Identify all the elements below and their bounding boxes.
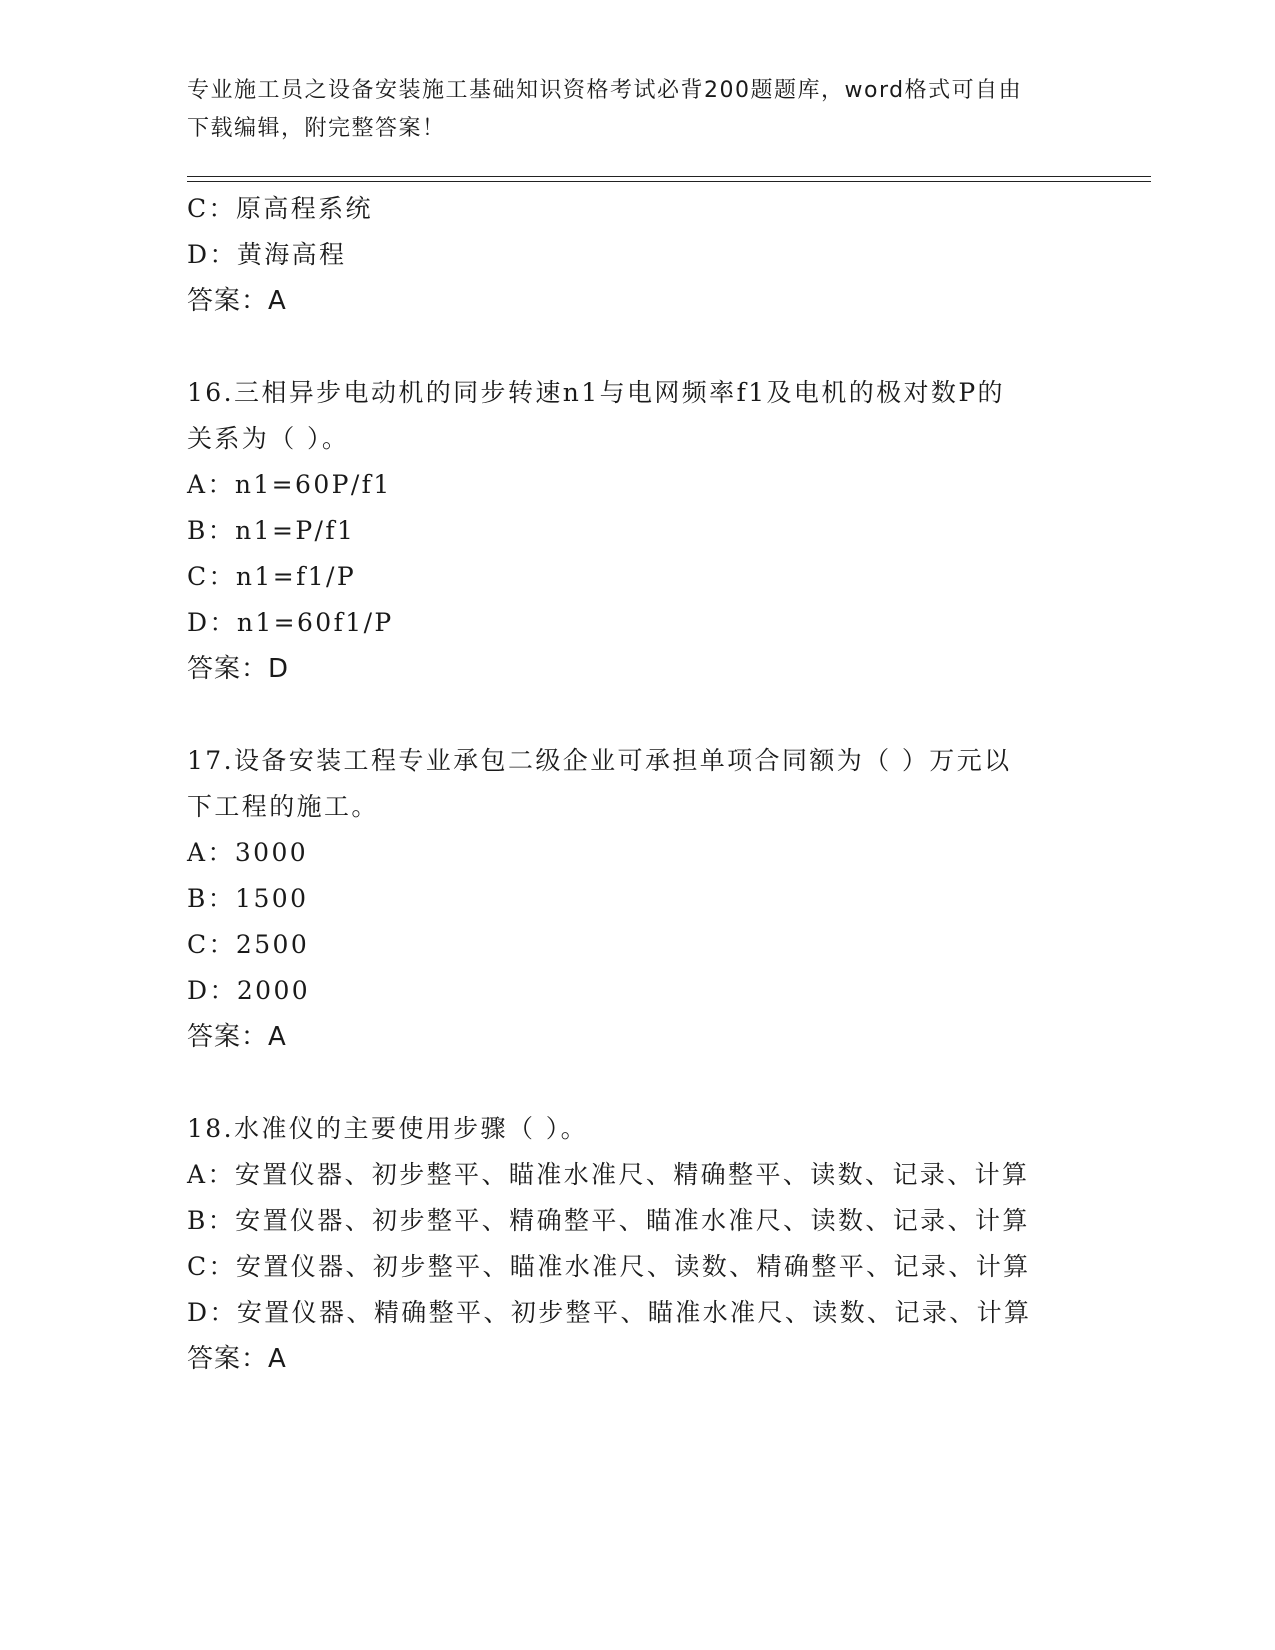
option-a: A：n1=60P/f1 bbox=[187, 470, 392, 499]
header-divider-top bbox=[187, 176, 1151, 177]
question-stem: 18.水准仪的主要使用步骤（ ）。 bbox=[187, 1114, 589, 1143]
answer-line: 答案：A bbox=[187, 1022, 287, 1052]
option-b: B：n1=P/f1 bbox=[187, 516, 356, 545]
document-header bbox=[187, 72, 1067, 148]
header-divider-bottom bbox=[187, 181, 1151, 182]
option-c: C：安置仪器、初步整平、瞄准水准尺、读数、精确整平、记录、计算 bbox=[187, 1252, 1031, 1281]
question-18 bbox=[187, 1106, 1087, 1382]
option-b: B：安置仪器、初步整平、精确整平、瞄准水准尺、读数、记录、计算 bbox=[187, 1206, 1030, 1235]
question-16 bbox=[187, 370, 1087, 692]
question-stem: 16.三相异步电动机的同步转速n1与电网频率f1及电机的极对数P的 bbox=[187, 378, 1005, 407]
header-title-line-1: 专业施工员之设备安装施工基础知识资格考试必背200题题库，word格式可自由 bbox=[187, 78, 1023, 103]
answer-line: 答案：A bbox=[187, 286, 287, 316]
question-spacer bbox=[187, 1060, 1087, 1106]
option-d: D：n1=60f1/P bbox=[187, 608, 394, 637]
answer-line: 答案：A bbox=[187, 1344, 287, 1374]
option-a: A：安置仪器、初步整平、瞄准水准尺、精确整平、读数、记录、计算 bbox=[187, 1160, 1030, 1189]
question-spacer bbox=[187, 692, 1087, 738]
option-b: B：1500 bbox=[187, 884, 309, 913]
option-c: C：2500 bbox=[187, 930, 310, 959]
answer-line: 答案：D bbox=[187, 654, 290, 684]
question-stem: 17.设备安装工程专业承包二级企业可承担单项合同额为（ ）万元以 bbox=[187, 746, 1012, 775]
question-15-tail bbox=[187, 186, 1087, 324]
option-d: D：安置仪器、精确整平、初步整平、瞄准水准尺、读数、记录、计算 bbox=[187, 1298, 1032, 1327]
question-stem-continued: 关系为（ ）。 bbox=[187, 424, 350, 453]
option-c: C：原高程系统 bbox=[187, 194, 373, 223]
question-17 bbox=[187, 738, 1087, 1060]
option-a: A：3000 bbox=[187, 838, 309, 867]
option-d: D：2000 bbox=[187, 976, 311, 1005]
question-list bbox=[187, 186, 1087, 1382]
option-c: C：n1=f1/P bbox=[187, 562, 357, 591]
option-d: D：黄海高程 bbox=[187, 240, 347, 269]
question-spacer bbox=[187, 324, 1087, 370]
header-title-line-2: 下载编辑，附完整答案！ bbox=[187, 116, 446, 141]
question-stem-continued: 下工程的施工。 bbox=[187, 792, 379, 821]
